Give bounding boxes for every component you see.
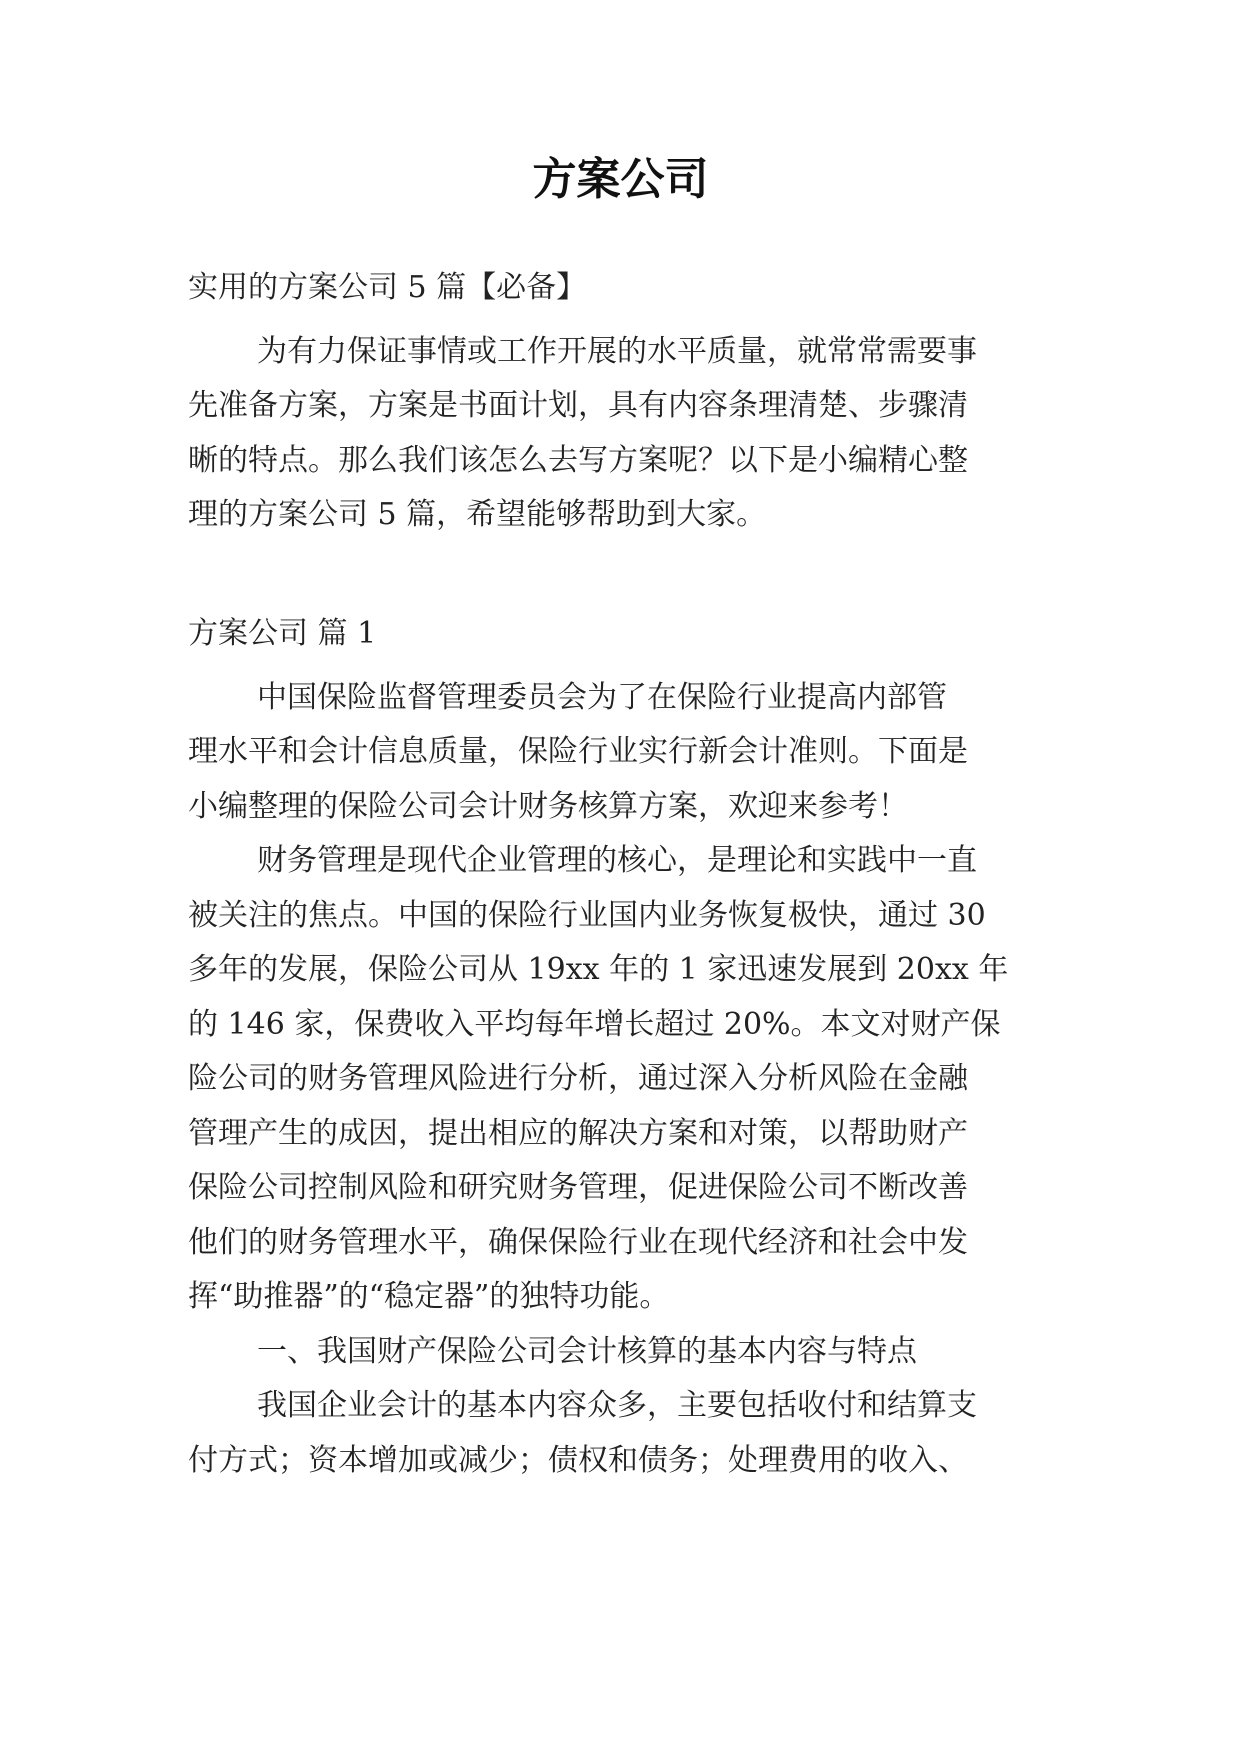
intro-line-1: 为有力保证事情或工作开展的水平质量，就常常需要事 bbox=[257, 334, 977, 369]
para2-line-6: 管理产生的成因，提出相应的解决方案和对策，以帮助财产 bbox=[188, 1116, 968, 1151]
para2-line-1: 财务管理是现代企业管理的核心，是理论和实践中一直 bbox=[257, 843, 977, 878]
section-heading: 方案公司 篇 1 bbox=[188, 616, 377, 651]
para2-line-3: 多年的发展，保险公司从 19xx 年的 1 家迅速发展到 20xx 年 bbox=[188, 952, 1009, 987]
para1-line-3: 小编整理的保险公司会计财务核算方案，欢迎来参考！ bbox=[188, 789, 908, 824]
para3-line-2: 付方式；资本增加或减少；债权和债务；处理费用的收入、 bbox=[188, 1443, 968, 1478]
para2-line-4: 的 146 家，保费收入平均每年增长超过 20%。本文对财产保 bbox=[188, 1007, 1001, 1042]
subheading: 一、我国财产保险公司会计核算的基本内容与特点 bbox=[257, 1334, 917, 1369]
para1-line-1: 中国保险监督管理委员会为了在保险行业提高内部管 bbox=[257, 680, 947, 715]
para2-line-9: 挥“助推器”的“稳定器”的独特功能。 bbox=[188, 1279, 670, 1314]
para2-line-2: 被关注的焦点。中国的保险行业国内业务恢复极快，通过 30 bbox=[188, 898, 986, 933]
intro-line-2: 先准备方案，方案是书面计划，具有内容条理清楚、步骤清 bbox=[188, 388, 968, 423]
para2-line-7: 保险公司控制风险和研究财务管理，促进保险公司不断改善 bbox=[188, 1170, 968, 1205]
document-title: 方案公司 bbox=[532, 154, 709, 205]
para2-line-5: 险公司的财务管理风险进行分析，通过深入分析风险在金融 bbox=[188, 1061, 968, 1096]
document-subtitle: 实用的方案公司 5 篇【必备】 bbox=[188, 270, 587, 305]
para1-line-2: 理水平和会计信息质量，保险行业实行新会计准则。下面是 bbox=[188, 734, 968, 769]
para2-line-8: 他们的财务管理水平，确保保险行业在现代经济和社会中发 bbox=[188, 1225, 968, 1260]
para3-line-1: 我国企业会计的基本内容众多，主要包括收付和结算支 bbox=[257, 1388, 977, 1423]
intro-line-3: 晰的特点。那么我们该怎么去写方案呢？以下是小编精心整 bbox=[188, 443, 968, 478]
intro-line-4: 理的方案公司 5 篇，希望能够帮助到大家。 bbox=[188, 497, 767, 532]
